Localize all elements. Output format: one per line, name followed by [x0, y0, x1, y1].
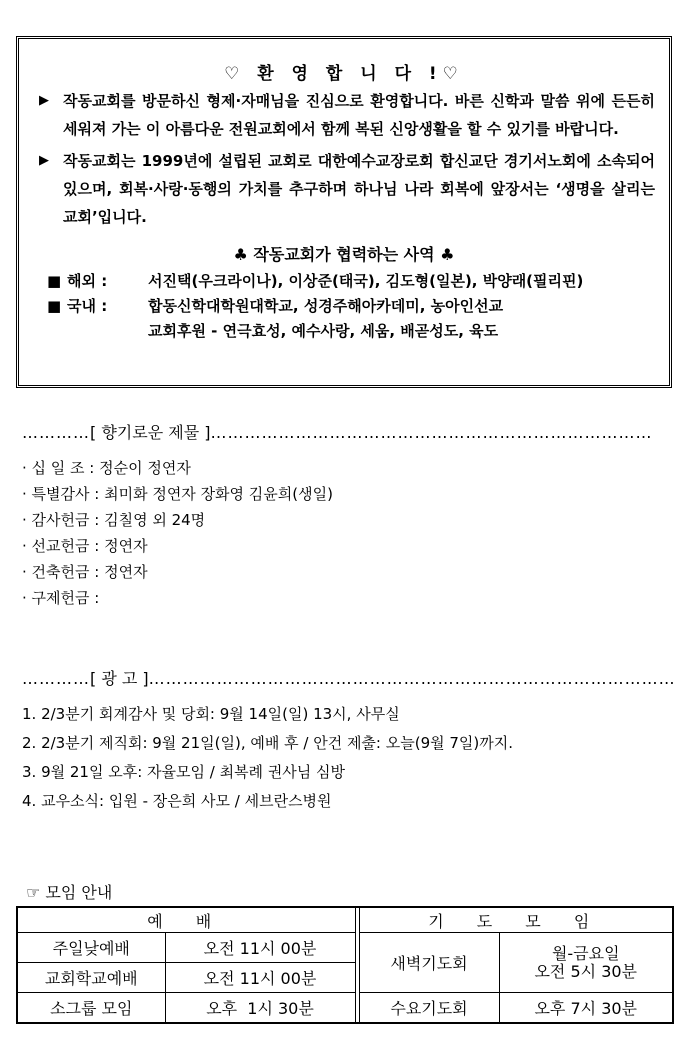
offering-item: · 특별감사 : 최미화 정연자 장화영 김윤희(생일) — [22, 485, 333, 503]
welcome-paragraph-2-text: 작동교회는 1999년에 설립된 교회로 대한예수교장로회 합신교단 경기서노회에 소속되어 있으며, 회복·사랑·동행의 가치를 추구하며 하나님 나라 회복에 앞장서는 ‘생명을 살리는 교회’입니다. — [63, 152, 655, 226]
mission-row-overseas — [33, 269, 655, 294]
dot-leader: …………………………………………………………………… — [210, 423, 653, 442]
worship-name: 교회학교예배 — [17, 963, 165, 993]
prayer-name: 수요기도회 — [359, 993, 499, 1024]
welcome-paragraph-2 — [33, 147, 655, 231]
square-bullet-icon: ■ — [47, 297, 62, 315]
offering-item: · 선교헌금 : 정연자 — [22, 537, 148, 555]
welcome-title: ♡ 환 영 합 니 다 !♡ — [224, 64, 464, 84]
prayer-time: 오후 7시 30분 — [499, 993, 673, 1024]
offering-item: · 건축헌금 : 정연자 — [22, 563, 148, 581]
mission-row-domestic — [33, 294, 655, 344]
offering-heading-text: [ 향기로운 제물 ] — [90, 423, 211, 442]
dot-leader: ………… — [22, 669, 90, 688]
offering-list — [22, 455, 662, 611]
mission-label: 해외 : — [67, 272, 108, 290]
mission-label: 국내 : — [67, 297, 108, 315]
welcome-box — [16, 36, 672, 388]
offering-heading — [22, 420, 652, 443]
mission-content: 합동신학대학원대학교, 성경주해아카데미, 농아인선교 — [148, 297, 504, 315]
prayer-name: 새벽기도회 — [359, 933, 499, 993]
worship-time: 오후 1시 30분 — [165, 993, 355, 1024]
missions-title: ♣ 작동교회가 협력하는 사역 ♣ — [233, 245, 455, 264]
worship-time: 오전 11시 00분 — [165, 963, 355, 993]
square-bullet-icon: ■ — [47, 272, 62, 290]
welcome-paragraph-1-text: 작동교회를 방문하신 형제·자매님을 진심으로 환영합니다. 바른 신학과 말씀 위에 든든히 세워져 가는 이 아름다운 전원교회에서 함께 복된 신앙생활을 할 수 있기를 바랍니다. — [63, 92, 655, 138]
worship-name: 소그룹 모임 — [17, 993, 165, 1024]
prayer-header: 기 도 모 임 — [359, 907, 673, 933]
prayer-time — [499, 933, 673, 993]
meetings-title: ☞ 모임 안내 — [26, 883, 113, 902]
prayer-time-hour: 오전 5시 30분 — [534, 961, 638, 981]
mission-content: 교회후원 - 연극효성, 예수사랑, 세움, 배곧성도, 육도 — [148, 322, 499, 340]
ad-item: 1. 2/3분기 회계감사 및 당회: 9월 14일(일) 13시, 사무실 — [22, 705, 400, 723]
ads-heading — [22, 666, 676, 689]
arrow-right-icon: ▶ — [39, 93, 49, 108]
ads-heading-text: [ 광 고 ] — [90, 669, 149, 688]
arrow-right-icon: ▶ — [39, 153, 49, 168]
worship-header: 예 배 — [17, 907, 355, 933]
prayer-time-days: 월-금요일 — [551, 943, 620, 963]
offering-item: · 감사헌금 : 김칠영 외 24명 — [22, 511, 206, 529]
ad-item: 4. 교우소식: 입원 - 장은희 사모 / 세브란스병원 — [22, 792, 332, 810]
offering-item: · 구제헌금 : — [22, 589, 100, 607]
dot-leader: ………… — [22, 423, 90, 442]
welcome-paragraph-1 — [33, 87, 655, 143]
offering-item: · 십 일 조 : 정순이 정연자 — [22, 459, 191, 477]
worship-name: 주일낮예배 — [17, 933, 165, 963]
ad-item: 3. 9월 21일 오후: 자율모임 / 최복례 권사님 심방 — [22, 763, 346, 781]
ad-item: 2. 2/3분기 제직회: 9월 21일(일), 예배 후 / 안건 제출: 오늘(9월 7일)까지. — [22, 734, 514, 752]
ads-list — [22, 700, 672, 816]
dot-leader: ………………………………………………………………………………… — [148, 669, 676, 688]
mission-content: 서진택(우크라이나), 이상준(태국), 김도형(일본), 박양래(필리핀) — [148, 272, 584, 290]
meetings-table — [16, 906, 674, 1024]
worship-time: 오전 11시 00분 — [165, 933, 355, 963]
